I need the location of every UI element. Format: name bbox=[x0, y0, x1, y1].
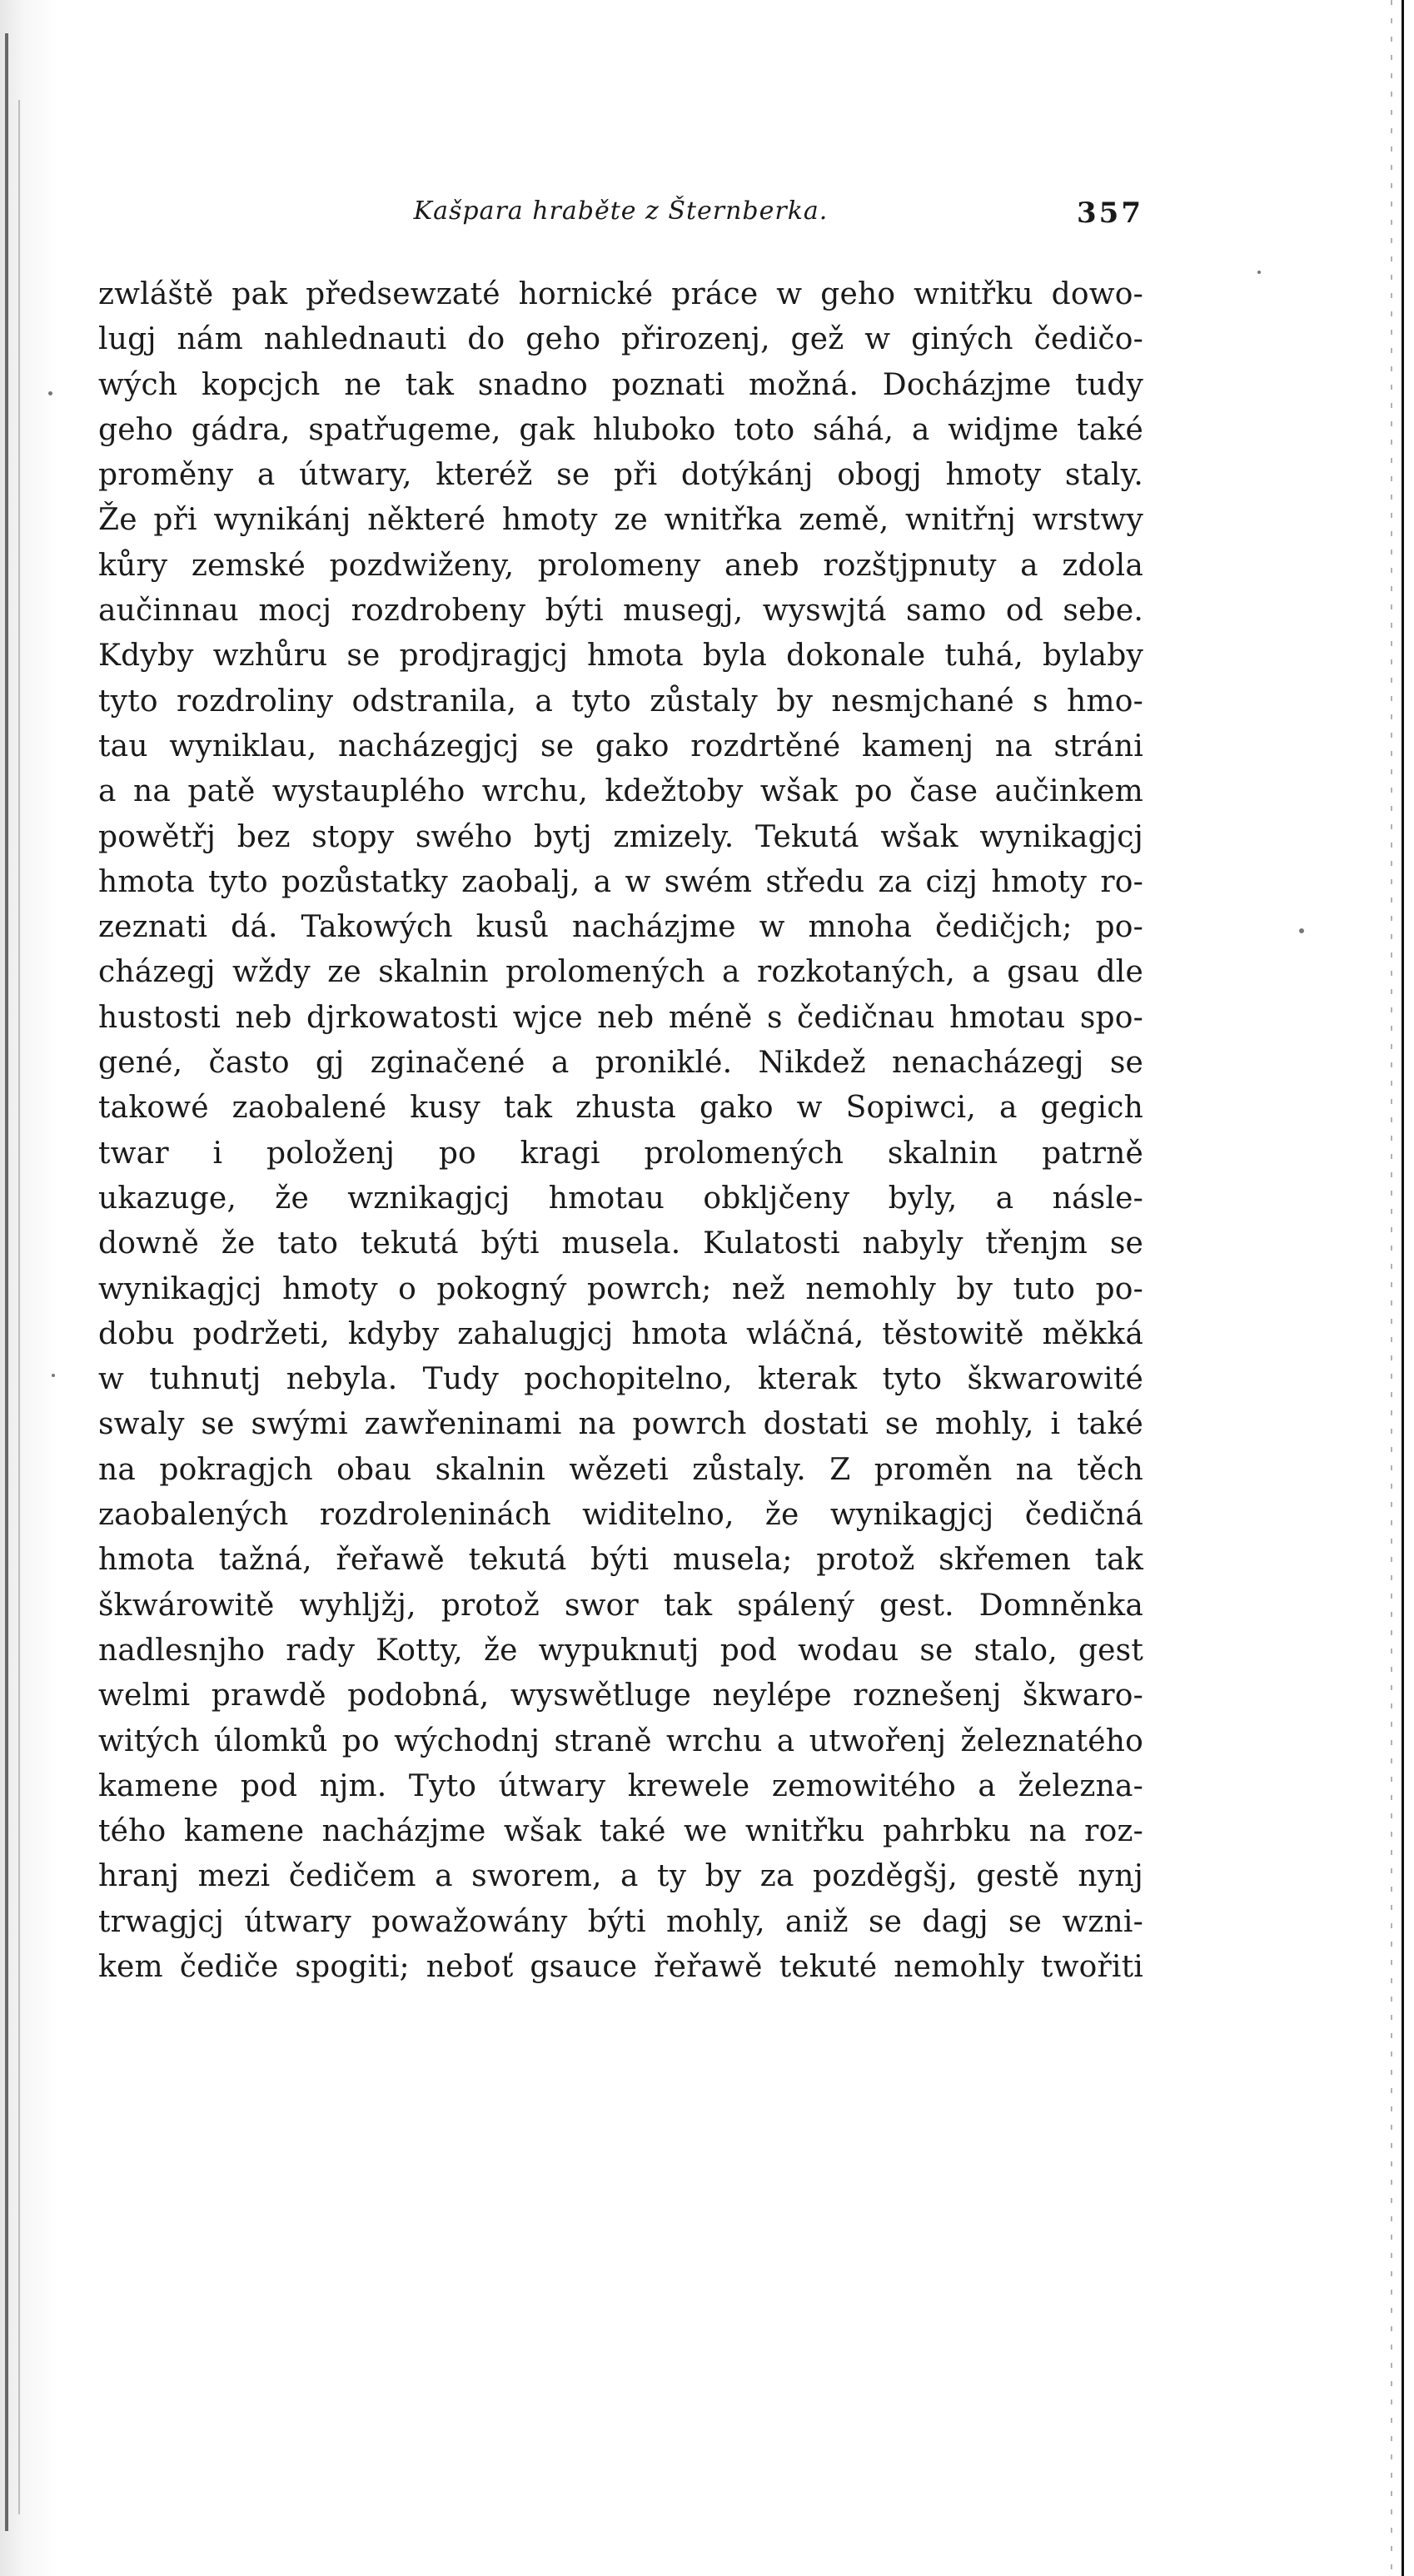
page-right-edge-marks bbox=[1391, 0, 1392, 2576]
scan-speck bbox=[1257, 271, 1261, 274]
text-line: Že při wynikánj některé hmoty ze wnitřka země, wnitřnj wrstwy bbox=[98, 503, 1143, 538]
text-line: zeznati dá. Takowých kusů nacházjme w mnoha čedičjch; po- bbox=[98, 910, 1143, 945]
text-line: aučinnau mocj rozdrobeny býti musegj, wyswjtá samo od sebe. bbox=[98, 594, 1143, 629]
text-line: kůry zemské pozdwiženy, prolomeny aneb rozštjpnuty a zdola bbox=[98, 548, 1143, 583]
text-line: kamene pod njm. Tyto útwary krewele zemowitého a železna- bbox=[98, 1768, 1143, 1803]
text-line: twar i položenj po kragi prolomených skalnin patrně bbox=[98, 1136, 1143, 1171]
text-line: hmota tyto pozůstatky zaobalj, a w swém středu za cizj hmoty ro- bbox=[98, 864, 1143, 899]
text-line: swaly se swými zawřeninami na powrch dostati se mohly, i také bbox=[98, 1407, 1143, 1442]
scan-speck bbox=[48, 391, 52, 395]
scan-speck bbox=[52, 1374, 55, 1377]
text-line: nadlesnjho rady Kotty, že wypuknutj pod wodau se stalo, gest bbox=[98, 1633, 1143, 1668]
text-line: powětřj bez stopy swého bytj zmizely. Tekutá wšak wynikagjcj bbox=[98, 819, 1143, 854]
text-line: lugj nám nahlednauti do geho přirozenj, gež w giných čedičo- bbox=[98, 322, 1143, 357]
binding-edge-line bbox=[5, 33, 8, 2531]
text-line: hmota tažná, řeřawě tekutá býti musela; protož skřemen tak bbox=[98, 1543, 1143, 1578]
text-line: downě že tato tekutá býti musela. Kulatosti nabyly třenjm se bbox=[98, 1226, 1143, 1261]
text-line: kem čediče spogiti; neboť gsauce řeřawě tekuté nemohly twořiti bbox=[98, 1949, 1143, 1984]
text-line: wých kopcjch ne tak snadno poznati možná. Docházjme tudy bbox=[98, 367, 1143, 402]
text-line: w tuhnutj nebyla. Tudy pochopitelno, kterak tyto škwarowité bbox=[98, 1362, 1143, 1397]
text-line: welmi prawdě podobná, wyswětluge neylépe roznešenj škwaro- bbox=[98, 1678, 1143, 1713]
text-line: zwláště pak předsewzaté hornické práce w geho wnitřku dowo- bbox=[98, 277, 1143, 311]
running-title: Kašpara hraběte z Šternberka. bbox=[413, 196, 829, 226]
text-line: trwagjcj útwary powažowány býti mohly, aniž se dagj se wzni- bbox=[98, 1904, 1143, 1939]
text-line: tého kamene nacházjme wšak také we wnitřku pahrbku na roz- bbox=[98, 1814, 1143, 1849]
text-line: hustosti neb djrkowatosti wjce neb méně s čedičnau hmotau spo- bbox=[98, 1000, 1143, 1035]
page-header bbox=[98, 196, 1143, 238]
text-line: cházegj wždy ze skalnin prolomených a rozkotaných, a gsau dle bbox=[98, 955, 1143, 990]
text-line: geho gádra, spatřugeme, gak hluboko toto sáhá, a widjme také bbox=[98, 412, 1143, 447]
text-line: na pokragjch obau skalnin wězeti zůstaly. Z proměn na těch bbox=[98, 1452, 1143, 1487]
binding-gutter bbox=[0, 0, 58, 2576]
body-text bbox=[98, 272, 1143, 1990]
text-line: wynikagjcj hmoty o pokogný powrch; než nemohly by tuto po- bbox=[98, 1271, 1143, 1306]
text-line: gené, často gj zginačené a proniklé. Nikdež nenacházegj se bbox=[98, 1046, 1143, 1081]
binding-shadow-line bbox=[18, 100, 20, 2514]
text-line: Kdyby wzhůru se prodjragjcj hmota byla dokonale tuhá, bylaby bbox=[98, 639, 1143, 674]
text-line: ukazuge, že wznikagjcj hmotau obkljčeny byly, a násle- bbox=[98, 1181, 1143, 1216]
text-line: zaobalených rozdroleninách widitelno, že wynikagjcj čedičná bbox=[98, 1498, 1143, 1533]
page-number: 357 bbox=[1077, 196, 1143, 230]
text-line: hranj mezi čedičem a sworem, a ty by za pozděgšj, gestě nynj bbox=[98, 1859, 1143, 1894]
text-line: takowé zaobalené kusy tak zhusta gako w Sopiwci, a gegich bbox=[98, 1091, 1143, 1126]
scan-speck bbox=[1299, 928, 1304, 933]
text-line: proměny a útwary, kteréž se při dotýkánj obogj hmoty staly. bbox=[98, 458, 1143, 493]
text-line: tau wyniklau, nacházegjcj se gako rozdrtěné kamenj na stráni bbox=[98, 729, 1143, 763]
page-right-edge bbox=[1402, 0, 1404, 2576]
text-line: tyto rozdroliny odstranila, a tyto zůstaly by nesmjchané s hmo- bbox=[98, 684, 1143, 719]
text-line: witých úlomků po wýchodnj straně wrchu a utwořenj železnatého bbox=[98, 1723, 1143, 1758]
text-line: a na patě wystauplého wrchu, kdežtoby wšak po čase aučinkem bbox=[98, 774, 1143, 809]
text-line: škwárowitě wyhljžj, protož swor tak spálený gest. Domněnka bbox=[98, 1588, 1143, 1623]
text-line: dobu podržeti, kdyby zahalugjcj hmota wláčná, těstowitě měkká bbox=[98, 1316, 1143, 1351]
